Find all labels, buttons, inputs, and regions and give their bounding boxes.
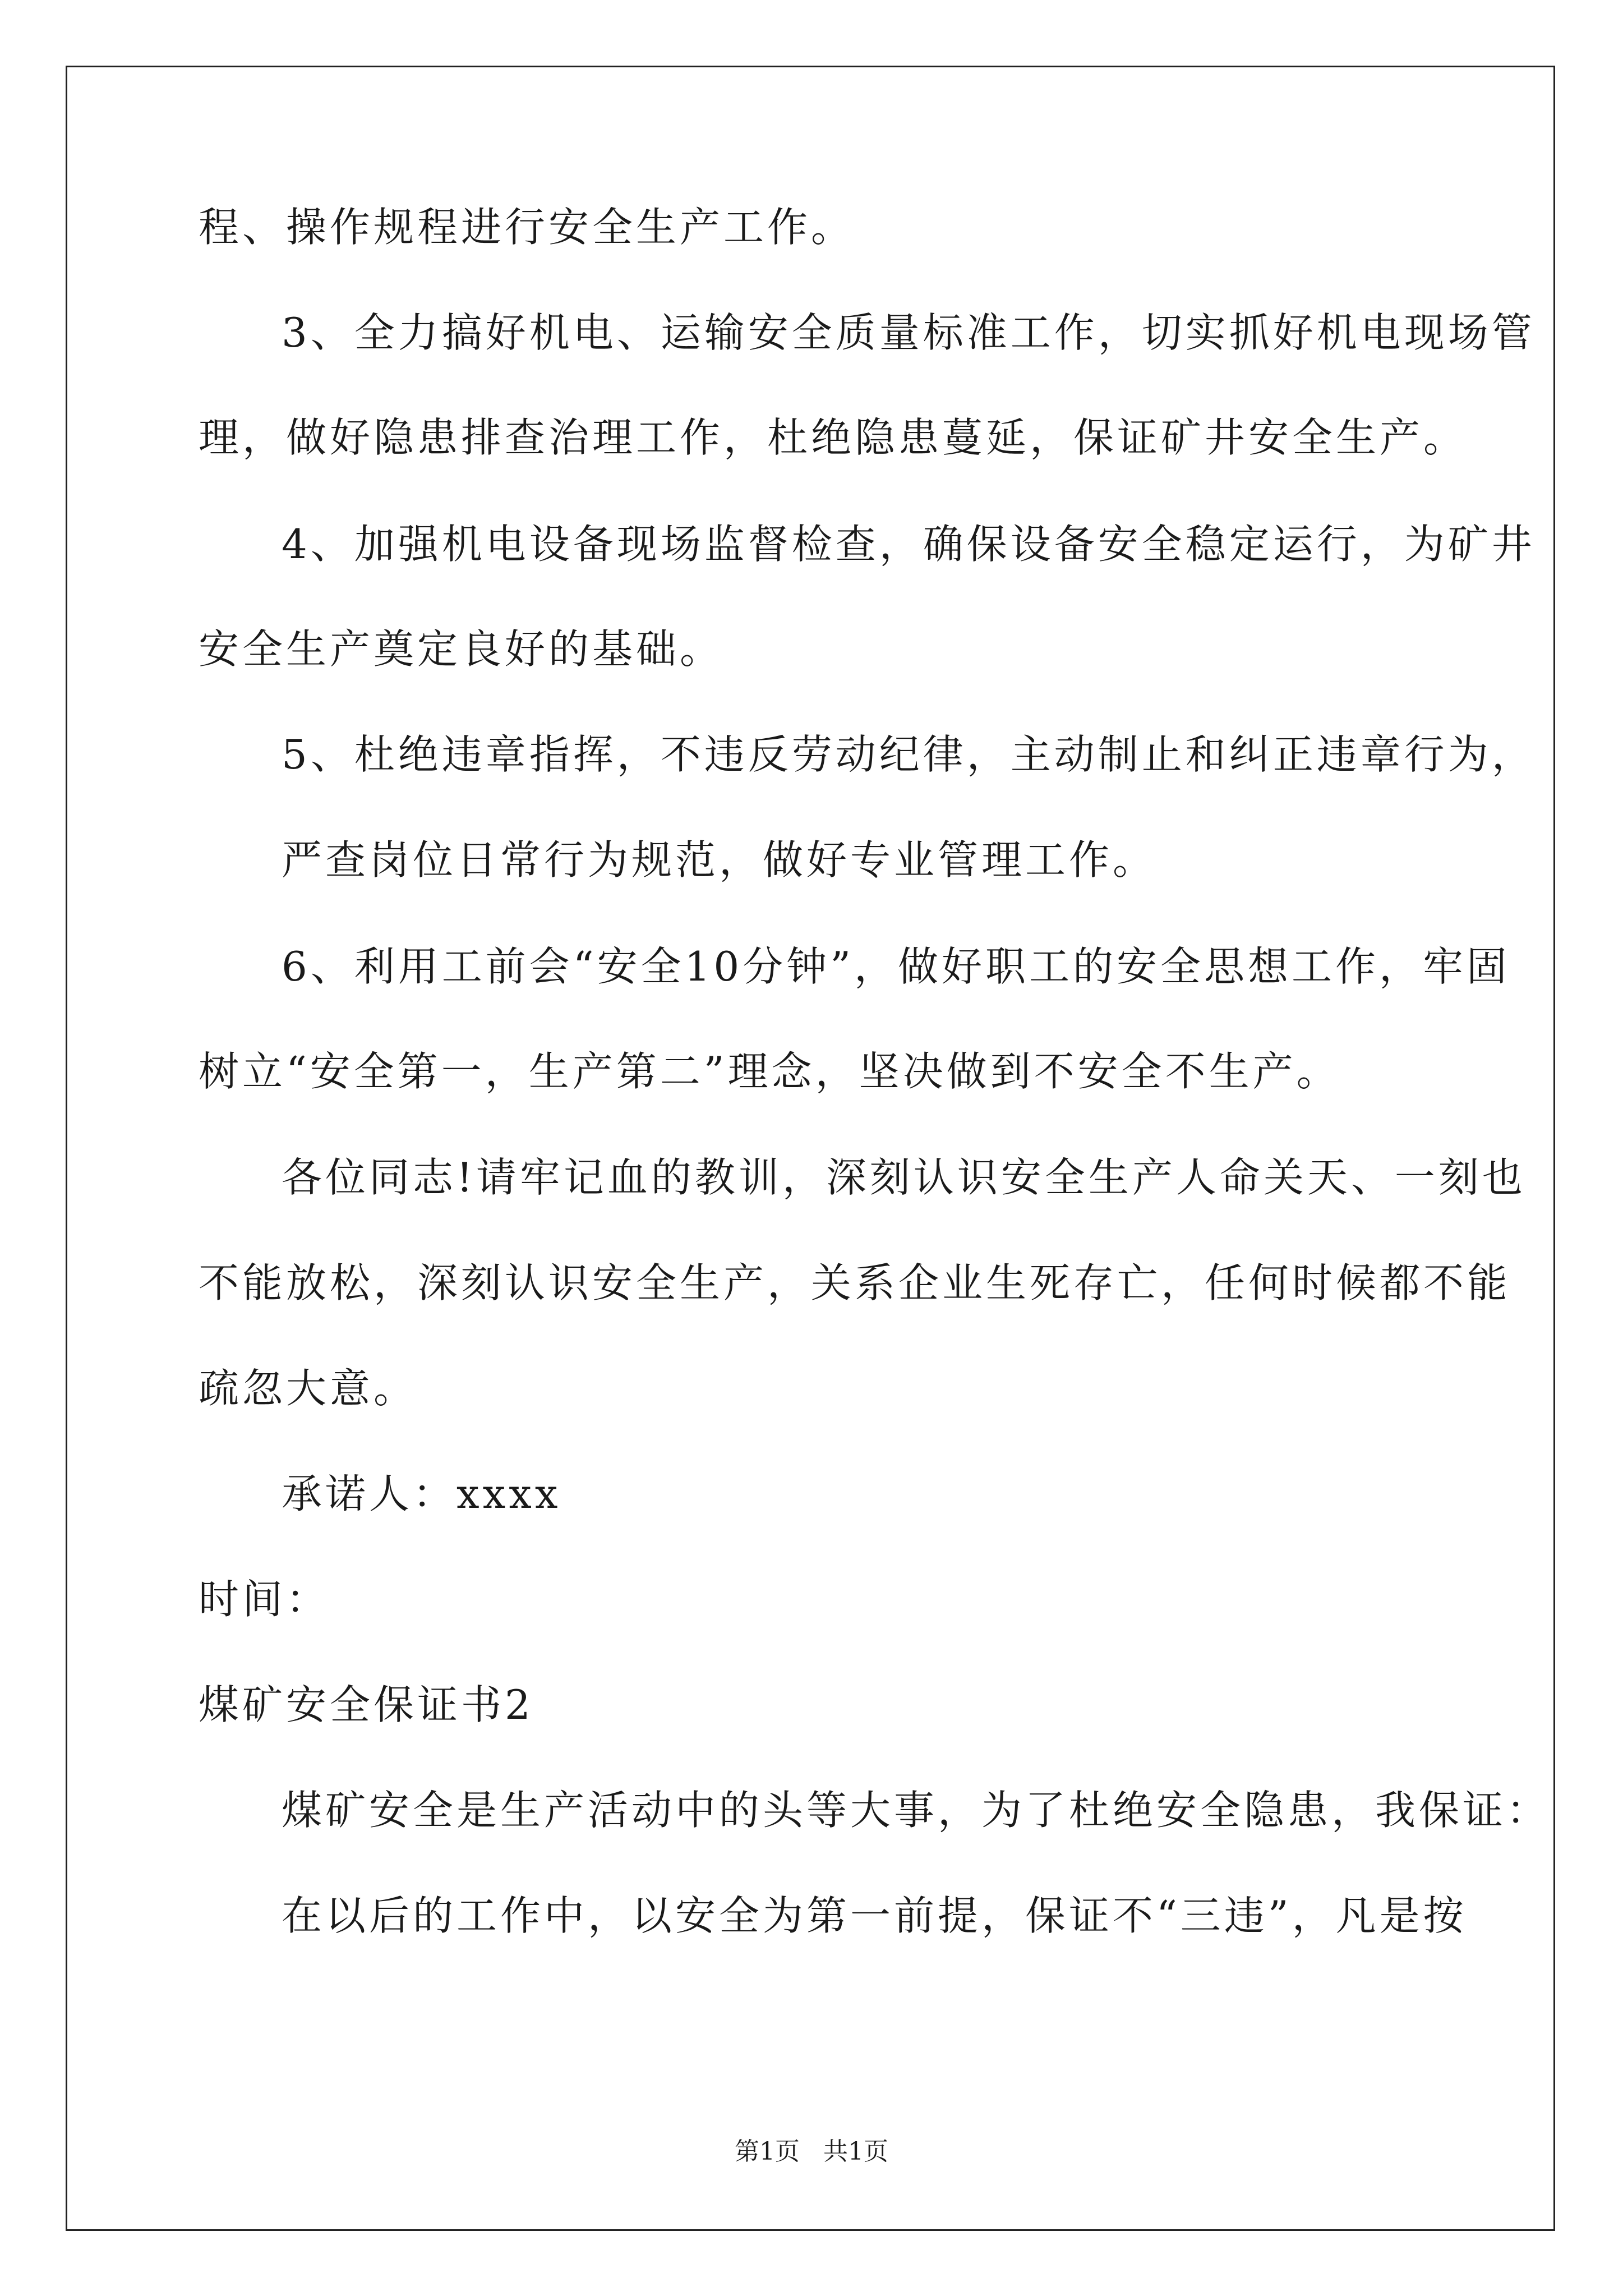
text-line: 在以后的工作中，以安全为第一前提，保证不“三违”，凡是按	[282, 1892, 1467, 1939]
text-line: 3、全力搞好机电、运输安全质量标准工作，切实抓好机电现场管	[282, 309, 1536, 356]
text-line: 程、操作规程进行安全生产工作。	[199, 204, 855, 251]
text-line: 各位同志!请牢记血的教训，深刻认识安全生产人命关天、一刻也	[282, 1154, 1526, 1201]
text-line: 严查岗位日常行为规范，做好专业管理工作。	[282, 836, 1157, 884]
text-line: 5、杜绝违章指挥，不违反劳动纪律，主动制止和纠正违章行为，	[282, 731, 1536, 778]
page-number-total: 共1页	[823, 2137, 888, 2166]
text-line: 4、加强机电设备现场监督检查，确保设备安全稳定运行，为矿井	[282, 521, 1536, 568]
text-line: 树立“安全第一，生产第二”理念，坚决做到不安全不生产。	[199, 1048, 1340, 1095]
text-line: 煤矿安全是生产活动中的头等大事，为了杜绝安全隐患，我保证：	[282, 1787, 1551, 1834]
page-number-current: 第1页	[735, 2137, 800, 2166]
text-line: 安全生产奠定良好的基础。	[199, 625, 724, 673]
page-footer	[0, 2136, 1623, 2168]
text-line: 理，做好隐患排查治理工作，杜绝隐患蔓延，保证矿井安全生产。	[199, 414, 1468, 461]
section-heading: 煤矿安全保证书2	[199, 1681, 534, 1728]
text-line: 疏忽大意。	[199, 1365, 418, 1412]
text-line: 不能放松，深刻认识安全生产，关系企业生死存亡，任何时候都不能	[199, 1259, 1511, 1306]
signatory-line: 承诺人：xxxx	[282, 1470, 561, 1517]
text-line: 6、利用工前会“安全10分钟”，做好职工的安全思想工作，牢固	[282, 943, 1511, 990]
date-line: 时间：	[199, 1576, 330, 1623]
